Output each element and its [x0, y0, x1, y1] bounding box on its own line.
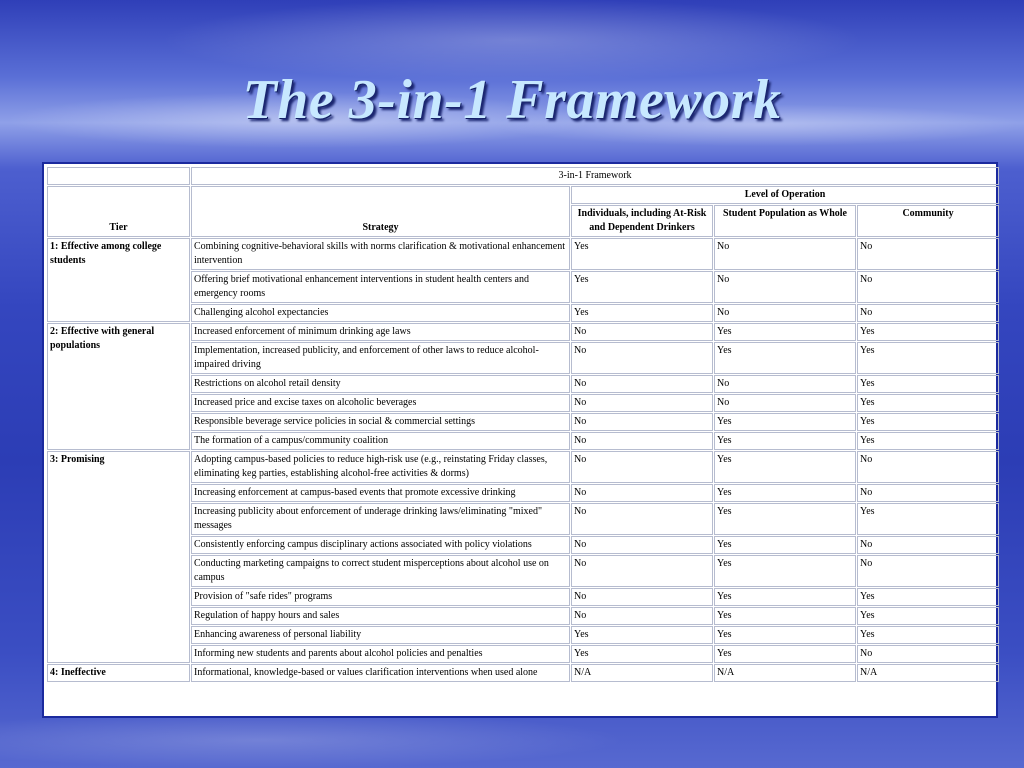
strategy-cell: Conducting marketing campaigns to correct student misperceptions about alcohol use on campus — [191, 555, 570, 587]
community-cell: N/A — [857, 664, 999, 682]
student-population-cell: Yes — [714, 536, 856, 554]
student-population-cell: Yes — [714, 451, 856, 483]
student-population-cell: Yes — [714, 626, 856, 644]
strategy-cell: Provision of "safe rides" programs — [191, 588, 570, 606]
student-population-cell: Yes — [714, 342, 856, 374]
tier-cell: 1: Effective among college students — [47, 238, 190, 322]
tier-cell: 3: Promising — [47, 451, 190, 663]
strategy-cell: Enhancing awareness of personal liability — [191, 626, 570, 644]
student-population-cell: Yes — [714, 588, 856, 606]
student-population-cell: Yes — [714, 432, 856, 450]
strategy-cell: Consistently enforcing campus disciplinary actions associated with policy violations — [191, 536, 570, 554]
table-caption: 3-in-1 Framework — [191, 167, 999, 185]
community-cell: No — [857, 555, 999, 587]
student-population-cell: No — [714, 304, 856, 322]
strategy-cell: Offering brief motivational enhancement interventions in student health centers and emergency rooms — [191, 271, 570, 303]
individuals-cell: Yes — [571, 304, 713, 322]
community-cell: No — [857, 484, 999, 502]
header-level-of-operation: Level of Operation — [571, 186, 999, 204]
community-cell: No — [857, 304, 999, 322]
student-population-cell: Yes — [714, 413, 856, 431]
individuals-cell: Yes — [571, 645, 713, 663]
individuals-cell: No — [571, 375, 713, 393]
student-population-cell: Yes — [714, 323, 856, 341]
community-cell: Yes — [857, 323, 999, 341]
individuals-cell: Yes — [571, 271, 713, 303]
community-cell: No — [857, 645, 999, 663]
student-population-cell: Yes — [714, 555, 856, 587]
strategy-cell: Increased enforcement of minimum drinking age laws — [191, 323, 570, 341]
student-population-cell: No — [714, 375, 856, 393]
strategy-cell: Increased price and excise taxes on alcoholic beverages — [191, 394, 570, 412]
strategy-cell: The formation of a campus/community coalition — [191, 432, 570, 450]
slide-title: The 3-in-1 Framework — [242, 69, 782, 131]
student-population-cell: Yes — [714, 645, 856, 663]
individuals-cell: No — [571, 536, 713, 554]
individuals-cell: No — [571, 323, 713, 341]
strategy-cell: Challenging alcohol expectancies — [191, 304, 570, 322]
header-strategy: Strategy — [191, 186, 570, 237]
student-population-cell: N/A — [714, 664, 856, 682]
individuals-cell: No — [571, 503, 713, 535]
tier-cell: 4: Ineffective — [47, 664, 190, 682]
individuals-cell: Yes — [571, 626, 713, 644]
strategy-cell: Regulation of happy hours and sales — [191, 607, 570, 625]
individuals-cell: No — [571, 432, 713, 450]
strategy-cell: Responsible beverage service policies in social & commercial settings — [191, 413, 570, 431]
table-row — [47, 238, 999, 270]
student-population-cell: Yes — [714, 503, 856, 535]
table-row — [47, 323, 999, 341]
header-tier: Tier — [47, 186, 190, 237]
strategy-cell: Increasing publicity about enforcement of underage drinking laws/eliminating "mixed" messages — [191, 503, 570, 535]
individuals-cell: N/A — [571, 664, 713, 682]
community-cell: Yes — [857, 432, 999, 450]
header-student-population: Student Population as Whole — [714, 205, 856, 237]
community-cell: Yes — [857, 342, 999, 374]
individuals-cell: No — [571, 413, 713, 431]
individuals-cell: Yes — [571, 238, 713, 270]
strategy-cell: Adopting campus-based policies to reduce high-risk use (e.g., reinstating Friday classes, eliminating keg parties, establishing alcohol-free activities & dorms) — [191, 451, 570, 483]
framework-table — [46, 166, 1000, 683]
strategy-cell: Combining cognitive-behavioral skills with norms clarification & motivational enhancement intervention — [191, 238, 570, 270]
student-population-cell: No — [714, 394, 856, 412]
header-individuals: Individuals, including At-Risk and Dependent Drinkers — [571, 205, 713, 237]
student-population-cell: Yes — [714, 607, 856, 625]
strategy-cell: Informing new students and parents about alcohol policies and penalties — [191, 645, 570, 663]
tier-cell: 2: Effective with general populations — [47, 323, 190, 450]
individuals-cell: No — [571, 555, 713, 587]
individuals-cell: No — [571, 607, 713, 625]
table-row — [47, 451, 999, 483]
header-community: Community — [857, 205, 999, 237]
student-population-cell: Yes — [714, 484, 856, 502]
strategy-cell: Restrictions on alcohol retail density — [191, 375, 570, 393]
community-cell: No — [857, 271, 999, 303]
table-body — [47, 238, 999, 682]
community-cell: No — [857, 238, 999, 270]
individuals-cell: No — [571, 484, 713, 502]
community-cell: Yes — [857, 503, 999, 535]
strategy-cell: Increasing enforcement at campus-based events that promote excessive drinking — [191, 484, 570, 502]
framework-table-container — [42, 162, 998, 718]
community-cell: Yes — [857, 588, 999, 606]
strategy-cell: Implementation, increased publicity, and enforcement of other laws to reduce alcohol-impaired driving — [191, 342, 570, 374]
community-cell: Yes — [857, 375, 999, 393]
student-population-cell: No — [714, 238, 856, 270]
community-cell: Yes — [857, 413, 999, 431]
individuals-cell: No — [571, 451, 713, 483]
community-cell: No — [857, 536, 999, 554]
community-cell: Yes — [857, 394, 999, 412]
community-cell: Yes — [857, 626, 999, 644]
community-cell: Yes — [857, 607, 999, 625]
table-row — [47, 664, 999, 682]
student-population-cell: No — [714, 271, 856, 303]
individuals-cell: No — [571, 342, 713, 374]
individuals-cell: No — [571, 588, 713, 606]
strategy-cell: Informational, knowledge-based or values clarification interventions when used alone — [191, 664, 570, 682]
header-empty-cell — [47, 167, 190, 185]
community-cell: No — [857, 451, 999, 483]
individuals-cell: No — [571, 394, 713, 412]
